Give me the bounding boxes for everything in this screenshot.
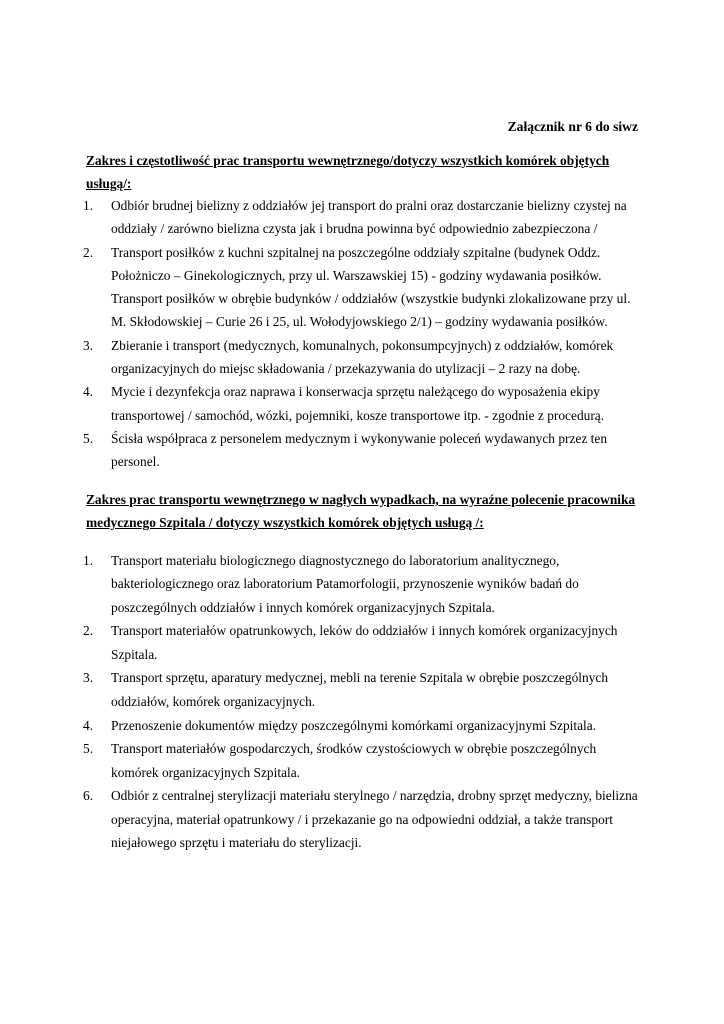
list-item [83,784,638,854]
section1-heading: Zakres i częstotliwość prac transportu wewnętrznego/dotyczy wszystkich komórek objętych usługą/: [86,153,610,192]
item-text: Zbieranie i transport (medycznych, komunalnych, pokonsumpcyjnych) z oddziałów, komórek organizacyjnych do miejsc składowania / przekazywania do utylizacji – 2 razy na dobę. [111,337,614,377]
annex-title: Załącznik nr 6 do siwz [507,119,638,134]
list-item [83,549,638,619]
item-number: 2. [83,623,94,639]
item-text: Odbiór z centralnej sterylizacji materiału sterylnego / narzędzia, drobny sprzęt medyczny, bielizna operacyjna, materiał opatrunkowy / i przekazanie go na odpowiedni oddział, a także transport niejałowego sprzętu i materiału do sterylizacji. [111,788,638,851]
list-item [83,737,638,784]
item-text: Przenoszenie dokumentów między poszczególnymi komórkami organizacyjnymi Szpitala. [111,717,597,733]
item-text: Transport materiałów opatrunkowych, leków do oddziałów i innych komórek organizacyjnych Szpitala. [111,623,618,662]
item-number: 1. [83,553,94,568]
section1-list [83,194,638,474]
list-item [83,380,638,427]
item-number: 4. [83,717,94,733]
item-text: Odbiór brudnej bielizny z oddziałów jej transport do pralni oraz dostarczanie bielizny czystej na oddziały / zarówno bielizna czysta jak i brudna powinna być odpowiednio zabezpieczona / [111,198,627,237]
item-number: 1. [83,198,94,213]
item-text: Transport posiłków z kuchni szpitalnej na poszczególne oddziały szpitalne (budynek Oddz. Położniczo – Ginekologicznych, przy ul. Warszawskiej 15) - godziny wydawania posiłków. Transport posiłków w obrębie budynków / oddziałów (wszystkie budynki zlokalizowane przy ul. M. Skłodowskiej – Curie 26 i 25, ul. Wołodyjowskiego 2/1) – godziny wydawania posiłków. [111,244,631,330]
item-text: Transport sprzętu, aparatury medycznej, mebli na terenie Szpitala w obrębie poszczególnych oddziałów, komórek organizacyjnych. [111,670,609,709]
list-item [83,334,638,381]
item-number: 5. [83,430,94,446]
item-text: Mycie i dezynfekcja oraz naprawa i konserwacja sprzętu należącego do wyposażenia ekipy transportowej / samochód, wózki, pojemniki, kosze transportowe itp. - zgodnie z procedurą. [111,384,605,423]
list-item [83,619,638,666]
item-number: 2. [83,244,94,260]
item-number: 6. [83,788,94,804]
item-text: Transport materiałów gospodarczych, środków czystościowych w obrębie poszczególnych komórek organizacyjnych Szpitala. [111,741,597,780]
list-item [83,427,638,474]
item-number: 3. [83,337,94,353]
list-item [83,241,638,334]
item-number: 3. [83,670,94,686]
item-number: 5. [83,741,94,757]
item-text: Ścisła współpraca z personelem medycznym i wykonywanie poleceń wydawanych przez ten personel. [111,430,608,470]
section2-heading: Zakres prac transportu wewnętrznego w nagłych wypadkach, na wyraźne polecenie pracownika medycznego Szpitala / dotyczy wszystkich komórek objętych usługą /: [86,492,636,531]
list-item [83,714,638,737]
list-item [83,194,638,241]
item-number: 4. [83,384,94,400]
list-item [83,666,638,713]
item-text: Transport materiału biologicznego diagnostycznego do laboratorium analitycznego, bakteriologicznego oraz laboratorium Patamorfologii, przynoszenie wyników badań do poszczególnych oddziałów i innych komórek organizacyjnych Szpitala. [111,553,579,615]
section2-list [83,549,638,854]
